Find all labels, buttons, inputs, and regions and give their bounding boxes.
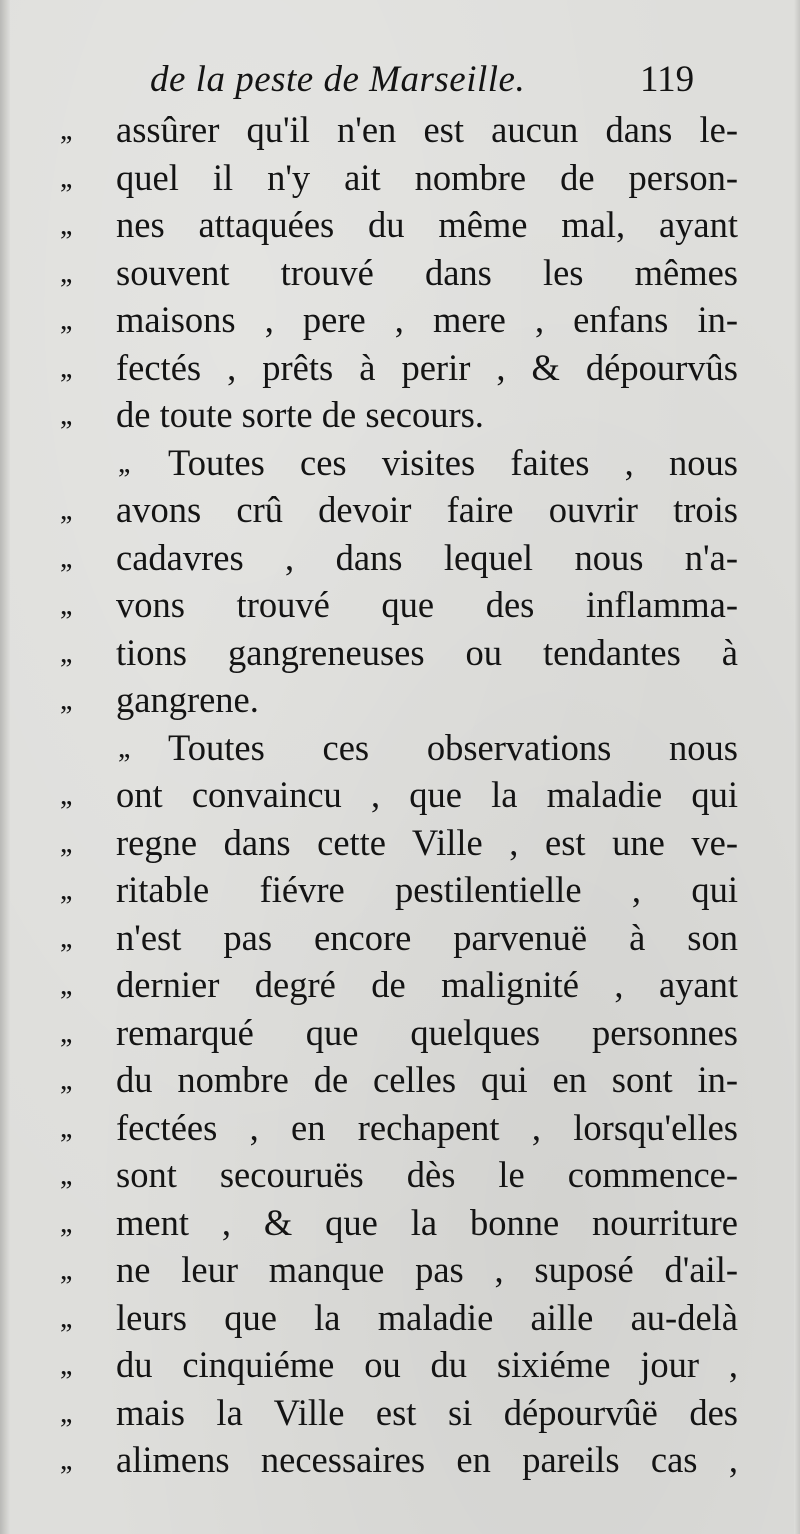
quote-mark: ,,: [60, 208, 71, 241]
text-line-22: [0, 1104, 800, 1152]
quote-mark: ,,: [60, 1063, 71, 1096]
line-text: souvent trouvé dans les mêmes: [116, 251, 738, 293]
quote-mark: ,,: [60, 493, 71, 526]
line-text: tions gangreneuses ou tendantes à: [116, 631, 738, 673]
quote-mark: ,,: [118, 445, 129, 479]
line-text: Toutes ces observations nous: [168, 726, 738, 768]
text-line-4: [0, 249, 800, 297]
quote-mark: ,,: [60, 873, 71, 906]
text-line-21: [0, 1056, 800, 1104]
line-text: du cinquiéme ou du sixiéme jour ,: [116, 1344, 738, 1385]
quote-mark: ,,: [60, 635, 71, 669]
quote-mark: ,,: [60, 588, 71, 621]
text-line-10: [0, 534, 800, 582]
text-line-16: [0, 819, 800, 867]
text-line-15: [0, 771, 800, 819]
line-text: leurs que la maladie aille au-delà: [116, 1296, 738, 1338]
line-text: regne dans cette Ville , est une ve-: [116, 821, 738, 863]
line-text: nes attaquées du même mal, ayant: [116, 204, 738, 245]
quote-mark: ,,: [60, 920, 71, 954]
line-text: du nombre de celles qui en sont in-: [116, 1059, 738, 1100]
text-line-29: [0, 1436, 800, 1484]
quote-mark: ,,: [60, 255, 71, 289]
quote-mark: ,,: [118, 730, 129, 764]
text-line-18: [0, 914, 800, 962]
quote-mark: ,,: [60, 825, 71, 859]
line-text: fectées , en rechapent , lorsqu'elles: [116, 1106, 738, 1148]
text-line-25: [0, 1246, 800, 1294]
quote-mark: ,,: [60, 540, 71, 574]
text-line-28: [0, 1389, 800, 1437]
line-text: dernier degré de malignité , ayant: [116, 964, 738, 1005]
line-text: cadavres , dans lequel nous n'a-: [116, 536, 738, 578]
quote-mark: ,,: [60, 1158, 71, 1191]
quote-mark: ,,: [60, 113, 71, 146]
line-text: gangrene.: [116, 679, 259, 720]
text-line-3: [0, 201, 800, 249]
line-text: remarqué que quelques personnes: [116, 1011, 738, 1053]
line-text: ritable fiévre pestilentielle , qui: [116, 869, 738, 910]
text-line-27: [0, 1341, 800, 1389]
text-line-7: [0, 391, 800, 439]
text-line-24: [0, 1199, 800, 1247]
line-text: alimens necessaires en pareils cas ,: [116, 1439, 738, 1480]
text-line-20: [0, 1009, 800, 1057]
text-line-14: [0, 724, 800, 772]
body-text: [0, 106, 800, 1484]
quote-mark: ,,: [60, 1443, 71, 1476]
running-title: de la peste de Marseille.: [150, 59, 526, 100]
quote-mark: ,,: [60, 1395, 71, 1429]
line-text: de toute sorte de secours.: [116, 394, 484, 435]
line-text: n'est pas encore parvenuë à son: [116, 916, 738, 958]
quote-mark: ,,: [60, 1205, 71, 1239]
line-text: Toutes ces visites faites , nous: [168, 441, 738, 483]
quote-mark: ,,: [60, 350, 71, 384]
text-line-5: [0, 296, 800, 344]
line-text: maisons , pere , mere , enfans in-: [116, 299, 738, 340]
quote-mark: ,,: [60, 1253, 71, 1286]
quote-mark: ,,: [60, 160, 71, 194]
line-text: avons crû devoir faire ouvrir trois: [116, 489, 738, 530]
text-line-8: [0, 439, 800, 487]
line-text: ne leur manque pas , suposé d'ail-: [116, 1249, 738, 1290]
page-number: 119: [640, 59, 695, 100]
text-line-17: [0, 866, 800, 914]
text-line-26: [0, 1294, 800, 1342]
line-text: sont secouruës dès le commence-: [116, 1154, 738, 1195]
quote-mark: ,,: [60, 778, 71, 811]
line-text: ont convaincu , que la maladie qui: [116, 774, 738, 815]
text-line-13: [0, 676, 800, 724]
quote-mark: ,,: [60, 1110, 71, 1144]
quote-mark: ,,: [60, 683, 71, 716]
line-text: assûrer qu'il n'en est aucun dans le-: [116, 109, 738, 150]
text-line-11: [0, 581, 800, 629]
quote-mark: ,,: [60, 398, 71, 431]
quote-mark: ,,: [60, 1300, 71, 1334]
text-line-9: [0, 486, 800, 534]
page-header: [0, 58, 800, 108]
text-line-23: [0, 1151, 800, 1199]
text-line-6: [0, 344, 800, 392]
line-text: quel il n'y ait nombre de person-: [116, 156, 738, 198]
text-line-2: [0, 154, 800, 202]
quote-mark: ,,: [60, 1348, 71, 1381]
text-line-19: [0, 961, 800, 1009]
quote-mark: ,,: [60, 1015, 71, 1049]
text-line-1: [0, 106, 800, 154]
line-text: fectés , prêts à perir , & dépourvûs: [116, 346, 738, 388]
line-text: mais la Ville est si dépourvûë des: [116, 1391, 738, 1433]
line-text: vons trouvé que des inflamma-: [116, 584, 738, 625]
text-line-12: [0, 629, 800, 677]
line-text: ment , & que la bonne nourriture: [116, 1201, 738, 1243]
quote-mark: ,,: [60, 968, 71, 1001]
quote-mark: ,,: [60, 303, 71, 336]
